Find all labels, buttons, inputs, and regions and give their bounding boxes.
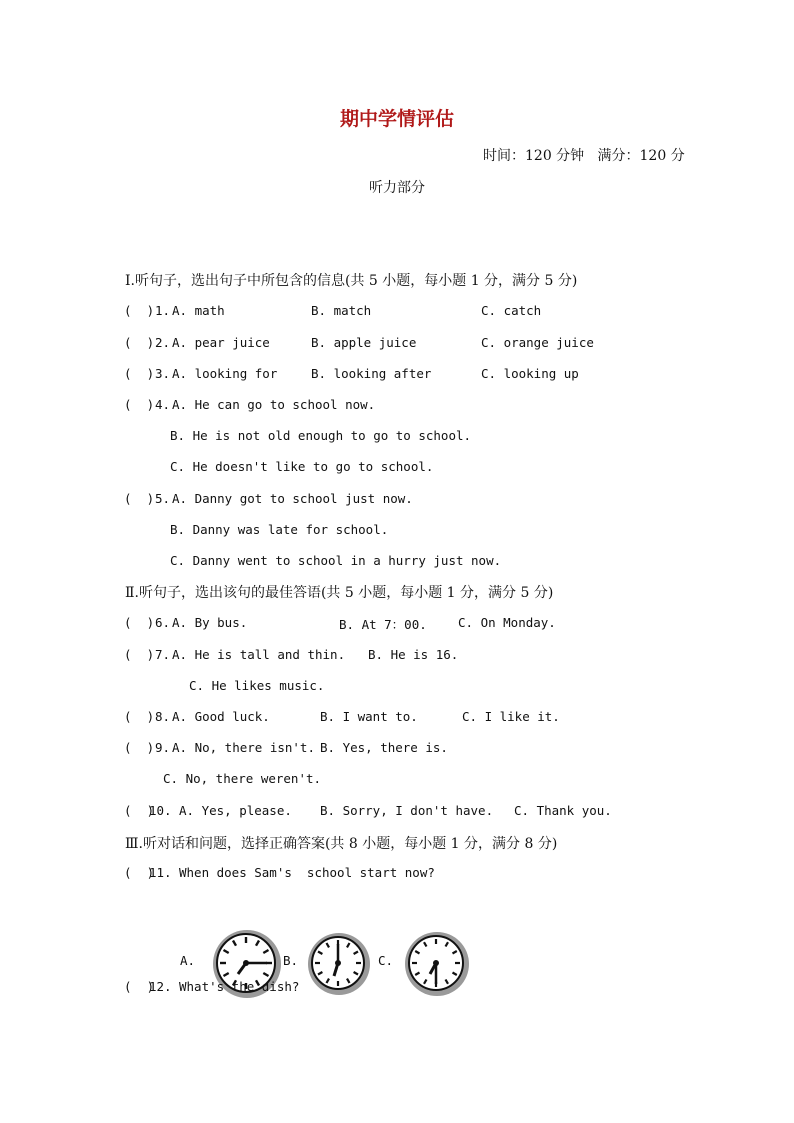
q10-option-a: A. Yes, please. <box>179 803 292 818</box>
q11-option-c: C. <box>378 953 394 968</box>
q11-option-a: A. <box>180 953 196 968</box>
answer-paren-1[interactable]: ( ) <box>124 303 155 318</box>
answer-paren-4[interactable]: ( ) <box>124 397 155 412</box>
q12-question: What's the dish? <box>179 979 300 994</box>
q3-option-a: A. looking for <box>172 366 278 381</box>
answer-paren-6[interactable]: ( ) <box>124 615 155 630</box>
answer-paren-9[interactable]: ( ) <box>124 740 155 755</box>
q2-option-b: B. apple juice <box>311 335 417 350</box>
q11-number: 11. <box>149 865 172 880</box>
q10-option-c: C. Thank you. <box>514 803 612 818</box>
q7-option-a: A. He is tall and thin. <box>172 647 346 662</box>
page-title: 期中学情评估 <box>339 108 454 130</box>
q6-option-a: A. By bus. <box>172 615 248 630</box>
q7-option-c: C. He likes music. <box>189 678 325 693</box>
answer-paren-5[interactable]: ( ) <box>124 491 155 506</box>
q9-number: 9. <box>155 740 171 755</box>
q1-option-c: C. catch <box>481 303 542 318</box>
answer-paren-12[interactable]: ( ) <box>124 979 155 994</box>
section-1-heading: Ⅰ.听句子，选出句子中所包含的信息(共 5 小题，每小题 1 分，满分 5 分) <box>125 273 578 289</box>
q10-number: 10. <box>149 803 172 818</box>
q6-option-b: B. At 7：00. <box>339 617 427 632</box>
q4-option-c: C. He doesn't like to go to school. <box>170 459 434 474</box>
exam-meta: 时间：120 分钟 满分：120 分 <box>483 148 685 164</box>
q8-number: 8. <box>155 709 171 724</box>
q11-question: When does Sam's school start now? <box>179 865 435 880</box>
q7-number: 7. <box>155 647 171 662</box>
q12-number: 12. <box>149 979 172 994</box>
q9-option-b: B. Yes, there is. <box>320 740 448 755</box>
q5-number: 5. <box>155 491 171 506</box>
q4-number: 4. <box>155 397 171 412</box>
answer-paren-8[interactable]: ( ) <box>124 709 155 724</box>
answer-paren-2[interactable]: ( ) <box>124 335 155 350</box>
section-2-heading: Ⅱ.听句子，选出该句的最佳答语(共 5 小题，每小题 1 分，满分 5 分) <box>125 585 554 601</box>
q8-option-b: B. I want to. <box>320 709 418 724</box>
q6-option-c: C. On Monday. <box>458 615 556 630</box>
q5-option-b: B. Danny was late for school. <box>170 522 389 537</box>
q5-option-a: A. Danny got to school just now. <box>172 491 413 506</box>
q8-option-a: A. Good luck. <box>172 709 270 724</box>
answer-paren-3[interactable]: ( ) <box>124 366 155 381</box>
q1-option-a: A. math <box>172 303 225 318</box>
q1-option-b: B. match <box>311 303 372 318</box>
q4-option-a: A. He can go to school now. <box>172 397 376 412</box>
answer-paren-11[interactable]: ( ) <box>124 865 155 880</box>
q7-option-b: B. He is 16. <box>368 647 459 662</box>
section-subtitle: 听力部分 <box>369 180 425 196</box>
q2-option-c: C. orange juice <box>481 335 594 350</box>
q9-option-a: A. No, there isn't. <box>172 740 315 755</box>
q4-option-b: B. He is not old enough to go to school. <box>170 428 472 443</box>
q1-number: 1. <box>155 303 171 318</box>
q3-option-b: B. looking after <box>311 366 432 381</box>
q9-option-c: C. No, there weren't. <box>163 771 322 786</box>
q3-number: 3. <box>155 366 171 381</box>
q10-option-b: B. Sorry, I don't have. <box>320 803 494 818</box>
q6-number: 6. <box>155 615 171 630</box>
answer-paren-7[interactable]: ( ) <box>124 647 155 662</box>
q11-option-b: B. <box>283 953 299 968</box>
clock-b-icon[interactable] <box>305 892 373 1017</box>
q2-number: 2. <box>155 335 171 350</box>
section-3-heading: Ⅲ.听对话和问题，选择正确答案(共 8 小题，每小题 1 分，满分 8 分) <box>125 836 558 852</box>
answer-paren-10[interactable]: ( ) <box>124 803 155 818</box>
q3-option-c: C. looking up <box>481 366 579 381</box>
clock-c-icon[interactable] <box>402 891 472 1018</box>
q8-option-c: C. I like it. <box>462 709 560 724</box>
q2-option-a: A. pear juice <box>172 335 270 350</box>
q5-option-c: C. Danny went to school in a hurry just now. <box>170 553 502 568</box>
clock-a-icon[interactable] <box>209 888 285 1021</box>
